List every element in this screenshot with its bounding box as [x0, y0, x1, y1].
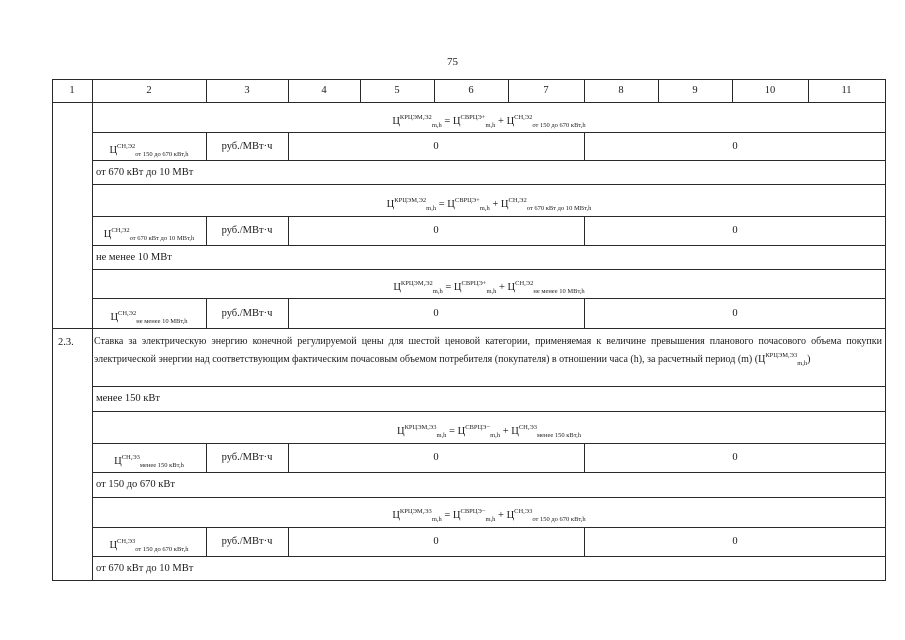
col-header-9: 9	[692, 85, 698, 96]
col-header-5: 5	[394, 85, 400, 96]
unit-cell: руб./МВт·ч	[221, 141, 273, 152]
value-cell: 0	[732, 141, 738, 152]
col-header-2: 2	[146, 85, 152, 96]
range-label: не менее 10 МВт	[96, 252, 172, 263]
formula-e2-670-10: $Ц^{КРЦЭМ,Э2}_{m,h} = Ц^{СВРЦЭ+}_{m,h} + Ц^{СН,Э2}_{от 670 кВт до 10 МВт,h}$	[386, 197, 592, 212]
formula-e3-150-670: $Ц^{КРЦЭМ,Э3}_{m,h} = Ц^{СВРЦЭ-}_{m,h} + Ц^{СН,Э3}_{от 150 до 670 кВт,h}$	[392, 508, 586, 523]
symbol-e2-150-670: $Ц^{СН,Э2}_{от 150 до 670 кВт,h}$	[109, 143, 189, 158]
section-number: 2.3.	[58, 337, 74, 348]
col-header-8: 8	[618, 85, 624, 96]
col-header-11: 11	[841, 85, 852, 96]
unit-cell: руб./МВт·ч	[221, 452, 273, 463]
range-label: от 670 кВт до 10 МВт	[96, 563, 194, 574]
formula-e2-10: $Ц^{КРЦЭМ,Э2}_{m,h} = Ц^{СВРЦЭ+}_{m,h} + Ц^{СН,Э2}_{не менее 10 МВт,h}$	[393, 280, 585, 295]
value-cell: 0	[433, 308, 439, 319]
value-cell: 0	[732, 452, 738, 463]
value-cell: 0	[433, 141, 439, 152]
symbol-e2-670-10: $Ц^{СН,Э2}_{от 670 кВт до 10 МВт,h}$	[103, 227, 195, 242]
value-cell: 0	[732, 536, 738, 547]
value-cell: 0	[433, 225, 439, 236]
range-label: от 670 кВт до 10 МВт	[96, 167, 194, 178]
page-number: 75	[447, 56, 458, 68]
range-label: от 150 до 670 кВт	[96, 479, 175, 490]
value-cell: 0	[732, 308, 738, 319]
col-header-3: 3	[244, 85, 250, 96]
col-header-6: 6	[468, 85, 474, 96]
formula-e2-150-670: $Ц^{КРЦЭМ,Э2}_{m,h} = Ц^{СВРЦЭ+}_{m,h} + Ц^{СН,Э2}_{от 150 до 670 кВт,h}$	[392, 114, 586, 129]
symbol-e3-less150: $Ц^{СН,Э3}_{менее 150 кВт,h}$	[114, 454, 184, 469]
symbol-e2-10: $Ц^{СН,Э2}_{не менее 10 МВт,h}$	[110, 310, 188, 325]
unit-cell: руб./МВт·ч	[221, 536, 273, 547]
value-cell: 0	[433, 536, 439, 547]
col-header-4: 4	[321, 85, 327, 96]
section-description: Ставка за электрическую энергию конечной регулируемой цены для шестой ценовой категории, применяемая к величине превышения планового почасового объема покупки электрической энергии над соответствующим фактическим почасовым объемом потребителя (покупателя) в отношении часа (h), за расчетный период (m) $(Ц^{КРЦЭМ,Э3}_{m,h})$	[94, 336, 882, 367]
unit-cell: руб./МВт·ч	[221, 225, 273, 236]
range-label: менее 150 кВт	[96, 393, 160, 404]
tariff-table	[52, 79, 886, 581]
col-header-7: 7	[543, 85, 549, 96]
value-cell: 0	[732, 225, 738, 236]
unit-cell: руб./МВт·ч	[221, 308, 273, 319]
value-cell: 0	[433, 452, 439, 463]
col-header-10: 10	[764, 85, 776, 96]
col-header-1: 1	[69, 85, 75, 96]
symbol-e3-150-670: $Ц^{СН,Э3}_{от 150 до 670 кВт,h}$	[109, 538, 189, 553]
formula-e3-less150: $Ц^{КРЦЭМ,Э3}_{m,h} = Ц^{СВРЦЭ-}_{m,h} + Ц^{СН,Э3}_{менее 150 кВт,h}$	[397, 424, 581, 439]
